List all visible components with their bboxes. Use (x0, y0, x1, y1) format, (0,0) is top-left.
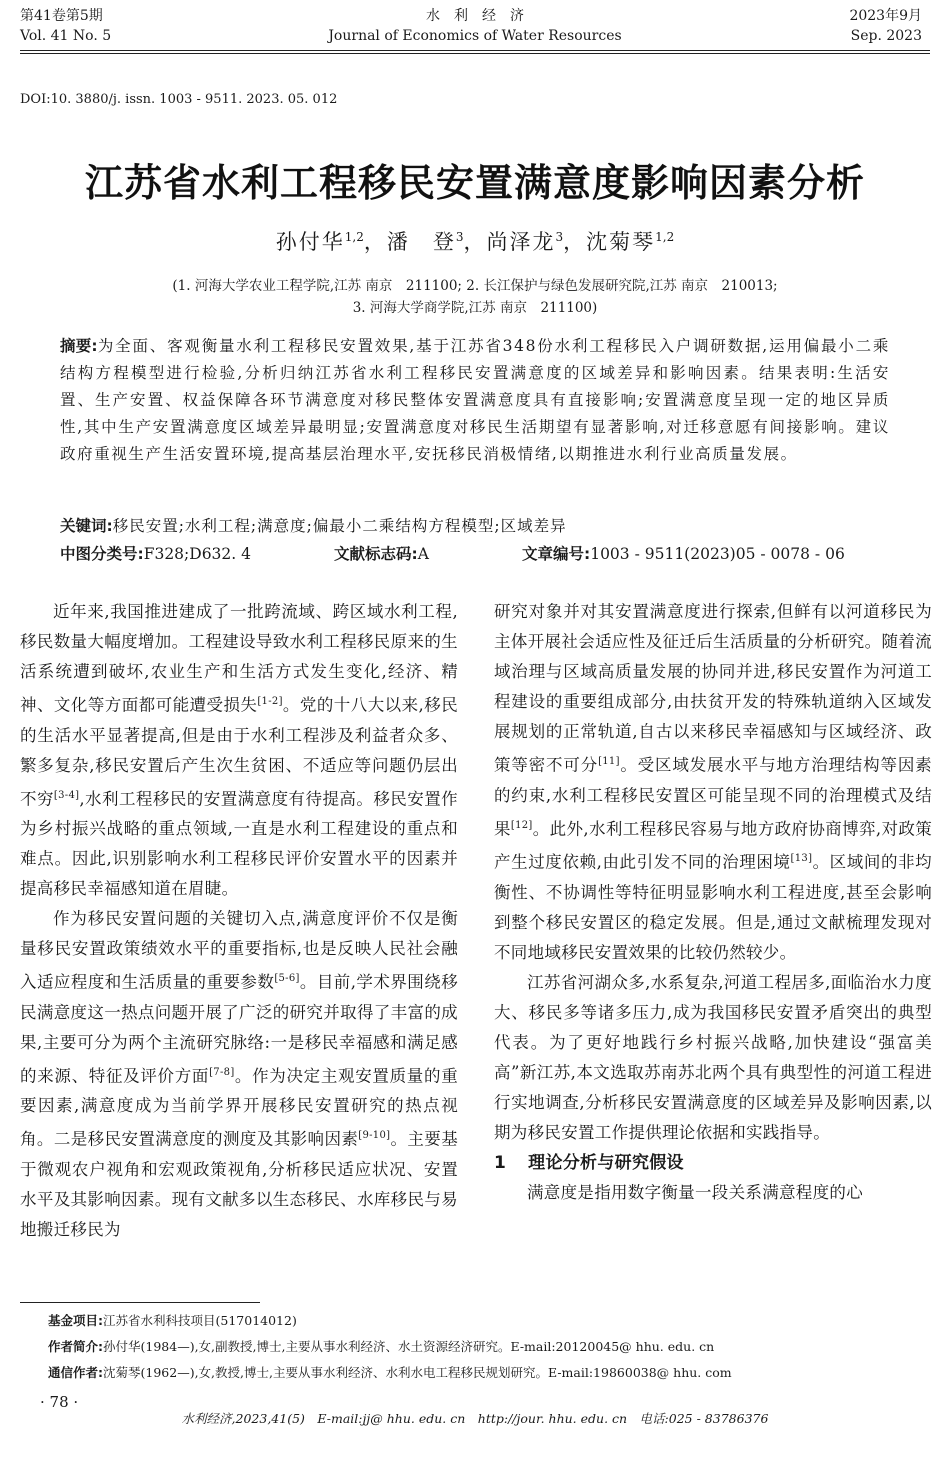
doc-code-label: 文献标志码: (334, 545, 418, 563)
affiliation-line: 3. 河海大学商学院,江苏 南京 211100) (352, 300, 598, 316)
body-column-left (20, 597, 458, 1245)
footnote-rule (20, 1302, 260, 1303)
author-separator: ， (563, 230, 587, 254)
affiliation-line: (1. 河海大学农业工程学院,江苏 南京 211100; 2. 长江保护与绿色发展研究院,江苏 南京 210013; (172, 278, 778, 294)
clc-label: 中图分类号: (60, 545, 144, 563)
header-rule-double (20, 53, 930, 54)
citation: [12] (510, 819, 533, 831)
author-affiliation: 1,2 (655, 230, 675, 244)
journal-name-cn: 水 利 经 济 (426, 8, 524, 24)
volume-issue-en: Vol. 41 No. 5 (20, 28, 112, 44)
keywords-text: 移民安置;水利工程;满意度;偏最小二乘结构方程模型;区域差异 (112, 517, 567, 535)
clc-code: F328;D632. 4 (143, 545, 251, 563)
keywords-label: 关键词: (60, 517, 113, 535)
footnote-label: 作者简介: (48, 1339, 103, 1354)
abstract-label: 摘要: (60, 337, 98, 355)
citation: [7-8] (209, 1066, 235, 1078)
abstract (60, 333, 890, 468)
footnote-author (48, 1338, 920, 1356)
author-separator: ， (363, 230, 387, 254)
citation: [11] (598, 756, 620, 767)
body-paragraph (20, 904, 458, 1245)
journal-name-en: Journal of Economics of Water Resources (328, 28, 622, 44)
citation: [13] (790, 853, 813, 864)
footnote-label: 通信作者: (48, 1365, 103, 1380)
section-title: 理论分析与研究假设 (528, 1152, 684, 1173)
body-text: ,水利工程移民的安置满意度有待提高。移民安置作为乡村振兴战略的重点领域,一直是水利工程建设的重点和难点。因此,识别影响水利工程移民评价安置水平的因素并提高移民幸福感知道在眉睫。 (20, 789, 458, 898)
author-affiliation: 1,2 (344, 230, 364, 244)
doc-code: A (417, 545, 429, 563)
body-text: 。主要基于微观农户视角和宏观政策视角,分析移民适应状况、安置水平及其影响因素。现有文献多以生态移民、水库移民与易地搬迁移民为 (20, 1129, 458, 1239)
author-name: 尚泽龙 (486, 230, 556, 254)
doi: DOI:10. 3880/j. issn. 1003 - 9511. 2023. 05. 012 (20, 92, 338, 107)
citation: [3-4] (53, 789, 80, 801)
section-number: 1 (494, 1152, 507, 1173)
citation: [1-2] (257, 696, 283, 707)
footnote-text: 沈菊琴(1962—),女,教授,博士,主要从事水利经济、水利水电工程移民规划研究。E-mail:19860038@ hhu. com (103, 1365, 732, 1380)
author-affiliation: 3 (455, 230, 464, 244)
body-text: 。受区域发展水平与地方治理结构等因素的约束,水利工程移民安置区可能呈现不同的治理模式及结果 (494, 755, 932, 838)
body-paragraph: 江苏省河湖众多,水系复杂,河道工程居多,面临治水力度大、移民多等诸多压力,成为我国移民安置矛盾突出的典型代表。为了更好地践行乡村振兴战略,加快建设“强富美高”新江苏,本文选取苏南苏北两个具有典型性的河道工程进行实地调查,分析移民安置满意度的区域差异及影响因素,以期为移民安置工作提供理论依据和实践指导。 (494, 972, 932, 1142)
body-text: 近年来,我国推进建成了一批跨流域、跨区域水利工程,移民数量大幅度增加。工程建设导致水利工程移民原来的生活系统遭到破坏,农业生产和生活方式发生变化,经济、精神、文化等方面都可能遭受损失 (20, 602, 458, 715)
section-heading (494, 1148, 932, 1178)
body-text: 。目前,学术界围绕移民满意度这一热点问题开展了广泛的研究并取得了丰富的成果,主要可分为两个主流研究脉络:一是移民幸福感和满足感的来源、特征及评价方面 (20, 972, 459, 1085)
body-paragraph (494, 597, 932, 968)
footnote-label: 基金项目: (48, 1313, 103, 1328)
author-list (0, 226, 950, 256)
body-paragraph: 满意度是指用数字衡量一段关系满意程度的心 (527, 1182, 863, 1202)
page-footer: 水利经济,2023,41(5) E-mail:jj@ hhu. edu. cn http://jour. hhu. edu. cn 电话:025 - 83786376 (181, 1411, 769, 1426)
classification-line (60, 541, 910, 567)
body-text: 。党的十八大以来,移民的生活水平显著提高,但是由于水利工程涉及利益者众多、繁多复杂,移民安置后产生次生贫困、不适应等问题仍层出不穷 (20, 695, 459, 808)
date-en: Sep. 2023 (850, 28, 922, 44)
abstract-text: 为全面、客观衡量水利工程移民安置效果,基于江苏省348份水利工程移民入户调研数据,运用偏最小二乘结构方程模型进行检验,分析归纳江苏省水利工程移民安置满意度的区域差异和影响因素。结果表明:生活安置、生产安置、权益保障各环节满意度对移民整体安置满意度具有直接影响;安置满意度呈现一定的地区异质性,其中生产安置满意度区域差异最明显;安置满意度对移民生活期望有显著影响,对迁移意愿有间接影响。建议政府重视生产生活安置环境,提高基层治理水平,安抚移民消极情绪,以期推进水利行业高质量发展。 (60, 337, 890, 463)
author-name: 潘 登 (386, 230, 456, 254)
keywords (60, 513, 890, 539)
paper-title: 江苏省水利工程移民安置满意度影响因素分析 (84, 161, 865, 205)
volume-issue-cn: 第41卷第5期 (20, 8, 103, 24)
footnote-fund (48, 1312, 920, 1330)
article-number: 1003 - 9511(2023)05 - 0078 - 06 (590, 545, 845, 563)
body-text: 作为移民安置问题的关键切入点,满意度评价不仅是衡量移民安置政策绩效水平的重要指标,也是反映人民社会融入适应程度和生活质量的重要参数 (20, 909, 458, 992)
page-number: · 78 · (40, 1393, 79, 1411)
body-text: 。此外,水利工程移民容易与地方政府协商博弈,对政策产生过度依赖,由此引发不同的治理困境 (494, 819, 932, 872)
body-text: 。区域间的非均衡性、不协调性等特征明显影响水利工程进度,甚至会影响到整个移民安置区的稳定发展。但是,通过文献梳理发现对不同地域移民安置效果的比较仍然较少。 (494, 852, 932, 962)
citation: [9-10] (358, 1130, 391, 1141)
author-name: 沈菊琴 (586, 230, 656, 254)
header-rule (20, 50, 930, 51)
footnote-text: 孙付华(1984—),女,副教授,博士,主要从事水利经济、水土资源经济研究。E-mail:20120045@ hhu. edu. cn (103, 1339, 715, 1354)
author-affiliation: 3 (555, 230, 564, 244)
body-text: 。作为决定主观安置质量的重要因素,满意度成为当前学界开展移民安置研究的热点视角。二是移民安置满意度的测度及其影响因素 (20, 1066, 458, 1149)
date-cn: 2023年9月 (849, 8, 922, 24)
author-separator: ， (463, 230, 487, 254)
citation: [5-6] (274, 973, 300, 984)
body-text: 研究对象并对其安置满意度进行探索,但鲜有以河道移民为主体开展社会适应性及征迁后生活质量的分析研究。随着流域治理与区域高质量发展的协同并进,移民安置作为河道工程建设的重要组成部分,由扶贫开发的特殊轨道纳入区域发展规划的正常轨道,自古以来移民幸福感知与区域经济、政策等密不可分 (494, 602, 932, 775)
author-name: 孙付华 (275, 230, 345, 254)
article-number-label: 文章编号: (522, 545, 591, 563)
body-column-right (494, 597, 932, 1208)
body-paragraph (20, 597, 458, 904)
footnote-corresponding (48, 1364, 920, 1382)
footnote-text: 江苏省水利科技项目(517014012) (103, 1313, 297, 1328)
